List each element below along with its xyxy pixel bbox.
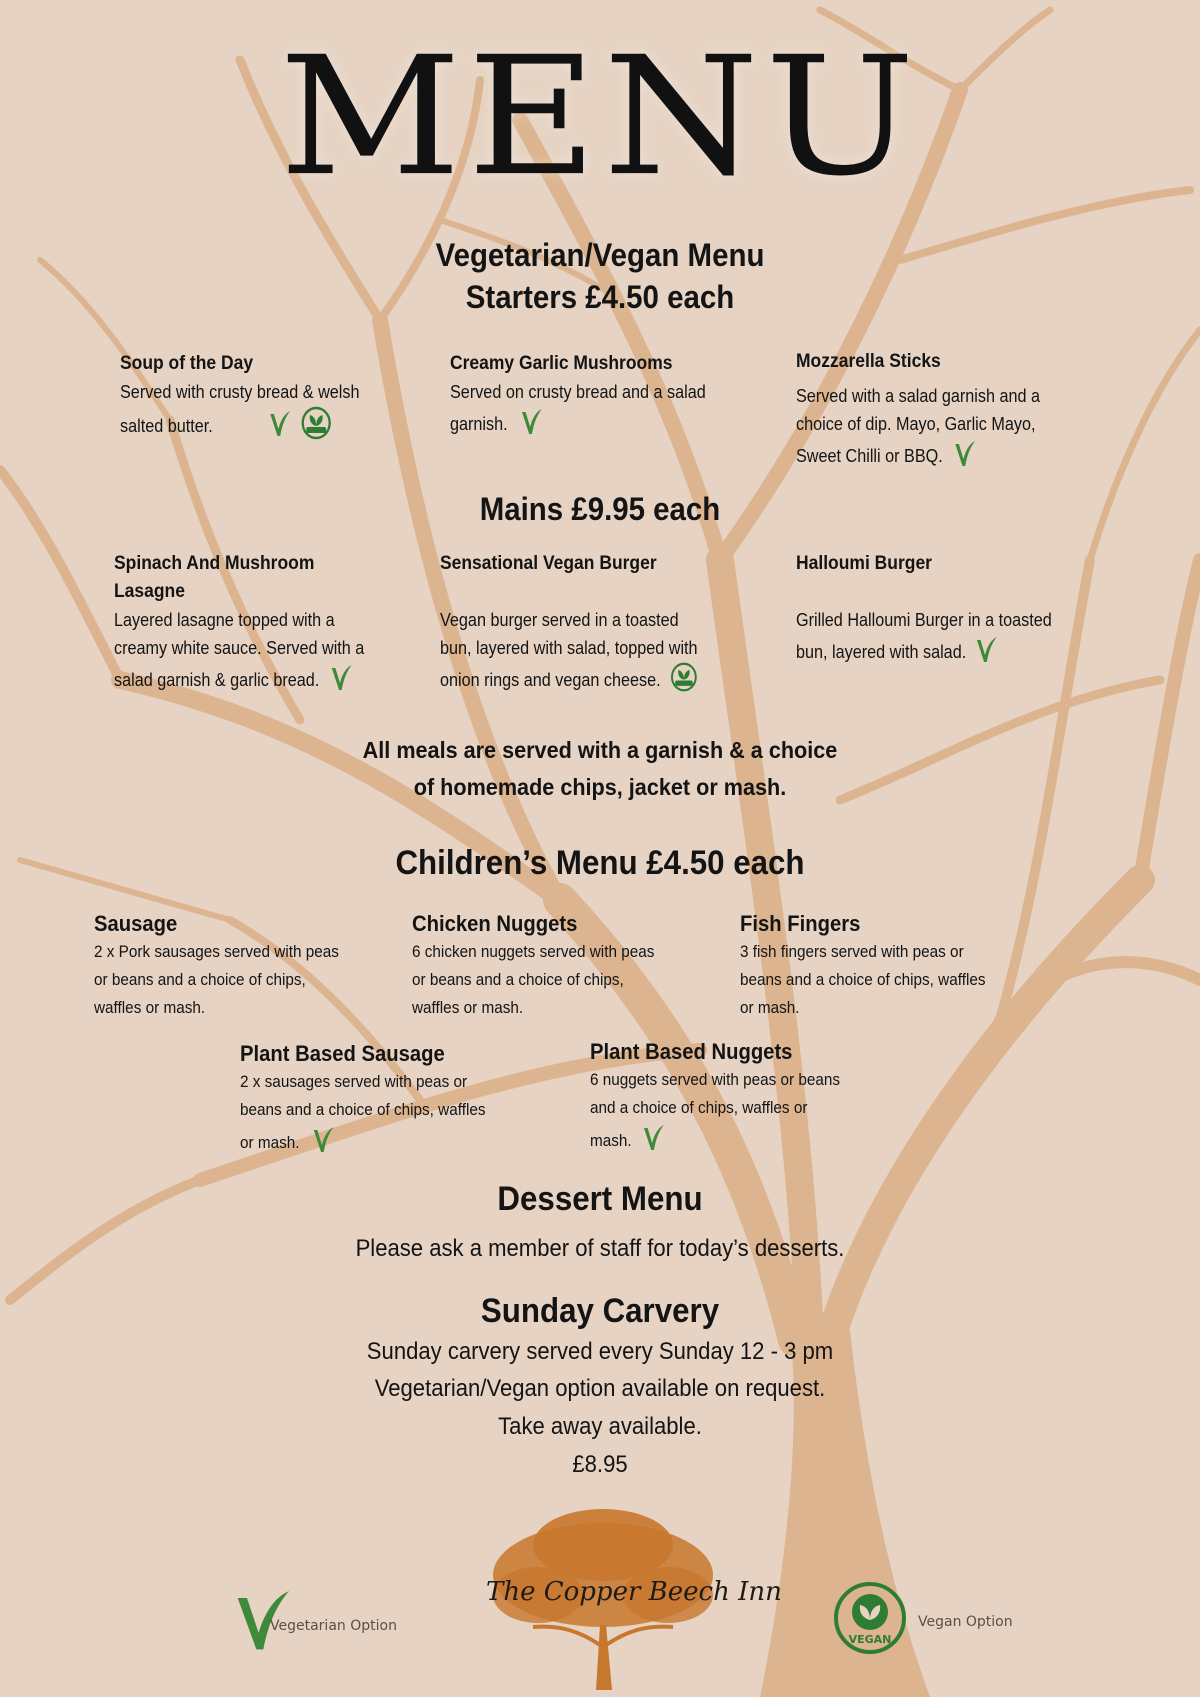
vegan-icon (832, 1580, 908, 1661)
starter-name: Mozzarella Sticks (796, 351, 941, 372)
vegetarian-legend-label: Vegetarian Option (270, 1618, 397, 1634)
copper-beech-inn-logo (478, 1505, 782, 1690)
vegetarian-icon (519, 406, 542, 444)
kids-item-desc-line: waffles or mash. (412, 998, 524, 1017)
kids-item-desc-line (590, 1122, 878, 1161)
kids-item-desc-line: waffles or mash. (94, 998, 206, 1017)
inn-name: The Copper Beech Inn (486, 1577, 782, 1607)
main-name-line: Spinach And Mushroom (114, 553, 315, 574)
carvery-line: Vegetarian/Vegan option available on request. (374, 1375, 826, 1402)
dessert-menu-heading: Dessert Menu (497, 1180, 703, 1218)
kids-item-fish-fingers (740, 910, 1060, 1022)
kids-item-chicken-nuggets (412, 910, 712, 1022)
starter-desc-line: Served with crusty bread & welsh (120, 382, 360, 402)
vegan-badge-text: VEGAN (848, 1633, 892, 1646)
starter-desc-line-text: Sweet Chilli or BBQ. (796, 445, 943, 466)
kids-item-sausage (94, 910, 394, 1022)
starter-desc-line (450, 406, 738, 444)
kids-item-desc-line: beans and a choice of chips, waffles (740, 970, 986, 989)
main-desc-line: Grilled Halloumi Burger in a toasted (796, 610, 1052, 630)
garnish-note-line: All meals are served with a garnish & a choice (362, 737, 838, 763)
kids-item-name: Fish Fingers (740, 911, 861, 936)
main-desc-line (796, 634, 1084, 672)
main-name-line: Halloumi Burger (796, 553, 932, 574)
carvery-line: Sunday carvery served every Sunday 12 - 3 pm (366, 1338, 834, 1365)
starter-desc-line (796, 438, 1084, 476)
main-desc-line (440, 662, 728, 700)
sunday-carvery-heading: Sunday Carvery (480, 1292, 720, 1330)
vegetarian-icon (329, 662, 352, 700)
kids-item-desc-line: or beans and a choice of chips, (412, 970, 624, 989)
vegan-icon (301, 406, 332, 448)
starter-desc-line-text: garnish. (450, 413, 508, 434)
kids-item-desc-line: 6 chicken nuggets served with peas (412, 942, 655, 961)
main-desc-line: bun, layered with salad, topped with (440, 638, 698, 658)
vegan-legend (832, 1580, 1072, 1660)
vegetarian-vegan-heading: Vegetarian/Vegan Menu (435, 237, 765, 273)
vegan-legend-label: Vegan Option (918, 1614, 1013, 1630)
main-desc-line: creamy white sauce. Served with a (114, 638, 365, 658)
kids-item-desc-line: 3 fish fingers served with peas or (740, 942, 964, 961)
main-sensational-vegan-burger (440, 550, 760, 700)
main-desc-line (114, 662, 384, 700)
main-desc-line: Vegan burger served in a toasted (440, 610, 679, 630)
childrens-menu-heading: Children’s Menu £4.50 each (395, 844, 805, 882)
kids-item-name: Plant Based Nuggets (590, 1039, 793, 1064)
starter-soup-of-the-day (120, 350, 420, 448)
main-desc-line-text: bun, layered with salad. (796, 641, 967, 662)
menu-title: MENU (279, 21, 921, 212)
kids-item-desc-line-text: or mash. (240, 1132, 300, 1152)
garnish-note-line: of homemade chips, jacket or mash. (413, 774, 787, 800)
main-name-line: Lasagne (114, 581, 185, 602)
main-spinach-mushroom-lasagne (114, 550, 414, 700)
starter-mozzarella-sticks (796, 348, 1116, 476)
vegetarian-icon (311, 1124, 334, 1163)
carvery-price: £8.95 (572, 1451, 628, 1478)
kids-item-desc-line: beans and a choice of chips, waffles (240, 1100, 486, 1119)
kids-item-name: Plant Based Sausage (240, 1041, 445, 1066)
dessert-text: Please ask a member of staff for today’s desserts. (355, 1235, 845, 1262)
kids-item-plant-based-nuggets (590, 1038, 910, 1161)
main-name-line: Sensational Vegan Burger (440, 553, 657, 574)
kids-item-name: Chicken Nuggets (412, 911, 578, 936)
vegetarian-icon (974, 634, 997, 672)
carvery-line: Take away available. (498, 1413, 702, 1440)
kids-item-desc-line: 6 nuggets served with peas or beans (590, 1070, 841, 1089)
main-desc-line-text: salad garnish & garlic bread. (114, 669, 320, 690)
vegan-icon (671, 662, 698, 700)
starters-heading: Starters £4.50 each (465, 279, 735, 315)
kids-item-desc-line (240, 1124, 528, 1163)
kids-item-desc-line: and a choice of chips, waffles or (590, 1098, 808, 1117)
starter-desc-line (120, 406, 390, 448)
kids-item-desc-line: 2 x Pork sausages served with peas (94, 942, 339, 961)
kids-item-desc-line: or mash. (740, 998, 800, 1017)
kids-item-desc-line: 2 x sausages served with peas or (240, 1072, 468, 1091)
starter-creamy-garlic-mushrooms (450, 350, 770, 444)
starter-desc-line: Served with a salad garnish and a (796, 386, 1041, 406)
kids-item-desc-line-text: mash. (590, 1130, 632, 1150)
starter-name: Soup of the Day (120, 353, 254, 374)
main-desc-line: Layered lasagne topped with a (114, 610, 335, 630)
starter-name: Creamy Garlic Mushrooms (450, 353, 673, 374)
vegetarian-icon (641, 1122, 664, 1161)
mains-heading: Mains £9.95 each (479, 491, 721, 527)
starter-desc-line: Served on crusty bread and a salad (450, 382, 706, 402)
kids-item-desc-line: or beans and a choice of chips, (94, 970, 306, 989)
starter-desc-line-text: salted butter. (120, 415, 213, 436)
main-halloumi-burger (796, 550, 1116, 672)
kids-item-plant-based-sausage (240, 1040, 560, 1163)
vegetarian-icon (953, 438, 976, 476)
starter-desc-line: choice of dip. Mayo, Garlic Mayo, (796, 414, 1036, 434)
kids-item-name: Sausage (94, 911, 178, 936)
vegetarian-icon (268, 408, 291, 446)
vegetarian-legend (226, 1584, 426, 1654)
main-desc-line-text: onion rings and vegan cheese. (440, 669, 661, 690)
